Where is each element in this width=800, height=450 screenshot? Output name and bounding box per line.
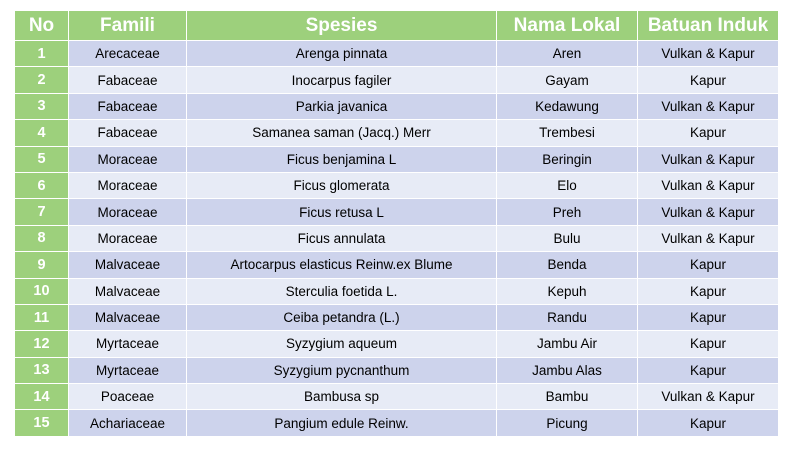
cell-nama-lokal: Bambu [497,384,638,410]
table-row [15,67,778,93]
cell-no: 8 [15,226,69,252]
cell-famili: Malvaceae [69,305,187,331]
cell-nama-lokal: Trembesi [497,120,638,146]
cell-no: 13 [15,358,69,384]
cell-spesies: Syzygium pycnanthum [187,358,497,384]
table-row [15,358,778,384]
cell-batuan-induk: Vulkan & Kapur [638,94,778,120]
cell-spesies: Arenga pinnata [187,41,497,67]
cell-spesies: Sterculia foetida L. [187,279,497,305]
header-no: No [15,11,69,41]
cell-nama-lokal: Benda [497,252,638,278]
cell-spesies: Ficus glomerata [187,173,497,199]
table-row [15,384,778,410]
cell-batuan-induk: Kapur [638,120,778,146]
cell-no: 14 [15,384,69,410]
cell-nama-lokal: Kedawung [497,94,638,120]
table-row [15,410,778,436]
cell-no: 5 [15,147,69,173]
cell-famili: Malvaceae [69,252,187,278]
cell-spesies: Parkia javanica [187,94,497,120]
cell-spesies: Bambusa sp [187,384,497,410]
cell-no: 12 [15,331,69,357]
header-famili: Famili [69,11,187,41]
cell-no: 4 [15,120,69,146]
cell-nama-lokal: Kepuh [497,279,638,305]
cell-famili: Myrtaceae [69,358,187,384]
cell-spesies: Ficus annulata [187,226,497,252]
cell-spesies: Artocarpus elasticus Reinw.ex Blume [187,252,497,278]
cell-batuan-induk: Kapur [638,358,778,384]
table-row [15,94,778,120]
header-nama-lokal: Nama Lokal [497,11,638,41]
cell-no: 3 [15,94,69,120]
cell-famili: Fabaceae [69,94,187,120]
header-spesies: Spesies [187,11,497,41]
cell-nama-lokal: Aren [497,41,638,67]
cell-spesies: Pangium edule Reinw. [187,410,497,436]
cell-batuan-induk: Vulkan & Kapur [638,226,778,252]
cell-batuan-induk: Kapur [638,279,778,305]
cell-famili: Poaceae [69,384,187,410]
cell-spesies: Inocarpus fagiler [187,67,497,93]
cell-famili: Myrtaceae [69,331,187,357]
cell-batuan-induk: Vulkan & Kapur [638,199,778,225]
cell-nama-lokal: Preh [497,199,638,225]
cell-nama-lokal: Jambu Alas [497,358,638,384]
table-row [15,147,778,173]
table-row [15,331,778,357]
cell-spesies: Samanea saman (Jacq.) Merr [187,120,497,146]
cell-famili: Moraceae [69,226,187,252]
header-row [15,11,778,41]
table-row [15,41,778,67]
table-body [15,41,778,437]
cell-famili: Moraceae [69,199,187,225]
cell-spesies: Ficus benjamina L [187,147,497,173]
table-row [15,279,778,305]
cell-famili: Moraceae [69,147,187,173]
cell-batuan-induk: Vulkan & Kapur [638,41,778,67]
cell-batuan-induk: Vulkan & Kapur [638,173,778,199]
table-row [15,173,778,199]
table-row [15,120,778,146]
table-row [15,252,778,278]
cell-nama-lokal: Randu [497,305,638,331]
cell-nama-lokal: Picung [497,410,638,436]
cell-nama-lokal: Bulu [497,226,638,252]
cell-no: 15 [15,410,69,436]
header-batuan-induk: Batuan Induk [638,11,778,41]
table-row [15,226,778,252]
cell-no: 10 [15,279,69,305]
table-header [15,11,778,41]
table-row [15,199,778,225]
cell-famili: Fabaceae [69,120,187,146]
cell-batuan-induk: Kapur [638,305,778,331]
cell-nama-lokal: Gayam [497,67,638,93]
cell-famili: Moraceae [69,173,187,199]
cell-no: 11 [15,305,69,331]
cell-no: 9 [15,252,69,278]
cell-famili: Achariaceae [69,410,187,436]
cell-nama-lokal: Elo [497,173,638,199]
cell-batuan-induk: Kapur [638,252,778,278]
species-table [15,11,778,437]
cell-spesies: Syzygium aqueum [187,331,497,357]
cell-batuan-induk: Kapur [638,410,778,436]
cell-no: 7 [15,199,69,225]
cell-famili: Arecaceae [69,41,187,67]
cell-no: 6 [15,173,69,199]
cell-no: 1 [15,41,69,67]
cell-batuan-induk: Kapur [638,67,778,93]
cell-no: 2 [15,67,69,93]
cell-famili: Malvaceae [69,279,187,305]
cell-batuan-induk: Kapur [638,331,778,357]
cell-famili: Fabaceae [69,67,187,93]
table-row [15,305,778,331]
cell-spesies: Ceiba petandra (L.) [187,305,497,331]
cell-batuan-induk: Vulkan & Kapur [638,384,778,410]
cell-nama-lokal: Beringin [497,147,638,173]
cell-spesies: Ficus retusa L [187,199,497,225]
cell-batuan-induk: Vulkan & Kapur [638,147,778,173]
cell-nama-lokal: Jambu Air [497,331,638,357]
